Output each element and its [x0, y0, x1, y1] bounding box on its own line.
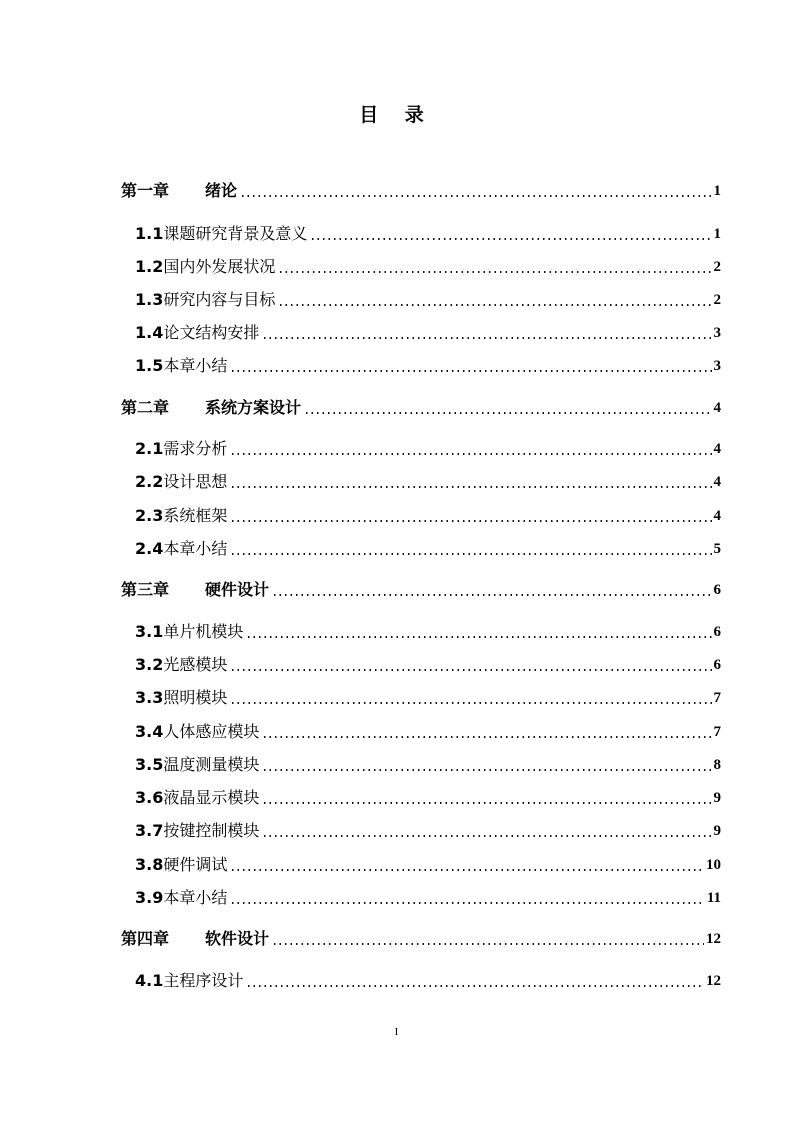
- toc-section-entry[interactable]: [135, 968, 721, 992]
- toc-section-entry[interactable]: [135, 287, 721, 311]
- toc-section-entry[interactable]: [135, 652, 721, 676]
- toc-entry-label: [135, 355, 227, 377]
- toc-entry-number: 4.1: [135, 971, 164, 990]
- toc-entry-label: [135, 654, 227, 676]
- toc-entry-label: [135, 887, 227, 909]
- toc-entry-number: 2.3: [135, 506, 164, 525]
- toc-entry-title: 需求分析: [163, 439, 228, 458]
- toc-page-number: 3: [713, 358, 721, 374]
- toc-entry-label: [135, 970, 243, 992]
- toc-entry-label: [121, 928, 269, 950]
- toc-section-entry[interactable]: [135, 436, 721, 460]
- toc-entry-number: 第三章: [121, 580, 170, 599]
- dot-leader: [262, 322, 711, 344]
- toc-entry-title: 系统框架: [163, 506, 228, 525]
- toc-entry-title: 单片机模块: [163, 622, 244, 641]
- dot-leader: [230, 687, 711, 709]
- toc-page-number: 10: [706, 857, 721, 873]
- toc-entry-label: [135, 854, 227, 876]
- dot-leader: [272, 579, 711, 601]
- toc-entry-number: 3.7: [135, 821, 164, 840]
- toc-page-number: 4: [713, 474, 721, 490]
- toc-entry-title: 本章小结: [163, 356, 228, 375]
- toc-section-entry[interactable]: [135, 685, 721, 709]
- dot-leader: [230, 355, 711, 377]
- toc-entry-label: [135, 787, 259, 809]
- toc-section-entry[interactable]: [135, 469, 721, 493]
- dot-leader: [230, 654, 711, 676]
- toc-entry-number: 1.2: [135, 257, 164, 276]
- toc-section-entry[interactable]: [135, 503, 721, 527]
- toc-entry-title: 主程序设计: [163, 971, 244, 990]
- toc-entry-title: 研究内容与目标: [163, 290, 276, 309]
- toc-entry-number: 3.5: [135, 755, 164, 774]
- toc-entry-label: [135, 438, 227, 460]
- toc-entry-number: 1.1: [135, 224, 164, 243]
- toc-page-number: 1: [713, 183, 721, 199]
- toc-entry-title: 设计思想: [163, 472, 228, 491]
- toc-section-entry[interactable]: [135, 752, 721, 776]
- toc-section-entry[interactable]: [135, 320, 721, 344]
- toc-entry-title: 照明模块: [163, 688, 228, 707]
- toc-section-entry[interactable]: [135, 785, 721, 809]
- toc-section-entry[interactable]: [135, 719, 721, 743]
- toc-entry-label: [135, 754, 259, 776]
- toc-chapter-entry[interactable]: [121, 926, 721, 950]
- dot-leader: [246, 970, 704, 992]
- dot-leader: [230, 887, 704, 909]
- toc-entry-label: [135, 322, 259, 344]
- toc-entry-label: [135, 256, 275, 278]
- toc-chapter-entry[interactable]: [121, 577, 721, 601]
- toc-section-entry[interactable]: [135, 885, 721, 909]
- toc-page-number: 9: [713, 823, 721, 839]
- toc-entry-title: 本章小结: [163, 539, 228, 558]
- toc-page-number: 11: [706, 890, 721, 906]
- toc-page-number: 5: [713, 541, 721, 557]
- dot-leader: [262, 787, 711, 809]
- toc-entry-title: 本章小结: [163, 888, 228, 907]
- toc-entry-number: 2.4: [135, 539, 164, 558]
- dot-leader: [272, 928, 704, 950]
- toc-page-number: 6: [713, 657, 721, 673]
- toc-section-entry[interactable]: [135, 353, 721, 377]
- toc-entry-label: [121, 180, 237, 202]
- toc-entry-title: 论文结构安排: [163, 323, 260, 342]
- toc-entry-title: 人体感应模块: [163, 722, 260, 741]
- toc-entry-title: 液晶显示模块: [163, 788, 260, 807]
- toc-entry-title: 软件设计: [205, 929, 270, 948]
- toc-entry-title: 按键控制模块: [163, 821, 260, 840]
- toc-page-number: 2: [713, 292, 721, 308]
- toc-entry-title: 硬件设计: [205, 580, 270, 599]
- toc-page-number: 4: [713, 400, 721, 416]
- toc-section-entry[interactable]: [135, 536, 721, 560]
- toc-entry-label: [135, 289, 275, 311]
- toc-entry-number: 3.2: [135, 655, 164, 674]
- toc-entry-number: 3.1: [135, 622, 164, 641]
- toc-entry-label: [135, 621, 243, 643]
- toc-entry-label: [121, 397, 301, 419]
- toc-entry-title: 课题研究背景及意义: [163, 224, 308, 243]
- toc-entry-number: 1.4: [135, 323, 164, 342]
- toc-chapter-entry[interactable]: [121, 178, 721, 202]
- toc-entry-number: 3.8: [135, 855, 164, 874]
- toc-page-number: 4: [713, 441, 721, 457]
- toc-page-number: 12: [706, 973, 721, 989]
- toc-section-entry[interactable]: [135, 619, 721, 643]
- dot-leader: [230, 538, 711, 560]
- toc-entry-title: 绪论: [205, 181, 238, 200]
- toc-page-number: 1: [713, 226, 721, 242]
- toc-page-number: 7: [713, 724, 721, 740]
- dot-leader: [262, 820, 711, 842]
- toc-entry-number: 3.4: [135, 722, 164, 741]
- toc-section-entry[interactable]: [135, 852, 721, 876]
- toc-entry-number: 第一章: [121, 181, 170, 200]
- toc-entry-number: 1.5: [135, 356, 164, 375]
- toc-page-number: 7: [713, 690, 721, 706]
- toc-section-entry[interactable]: [135, 818, 721, 842]
- toc-page-number: 6: [713, 624, 721, 640]
- dot-leader: [240, 180, 711, 202]
- dot-leader: [262, 721, 711, 743]
- toc-page-number: 3: [713, 325, 721, 341]
- toc-entry-number: 第二章: [121, 398, 170, 417]
- toc-entry-label: [135, 687, 227, 709]
- toc-chapter-entry[interactable]: [121, 395, 721, 419]
- page-footer-number: I: [394, 1026, 399, 1038]
- toc-page-number: 8: [713, 757, 721, 773]
- toc-page-number: 4: [713, 508, 721, 524]
- toc-entry-title: 硬件调试: [163, 855, 228, 874]
- toc-entry-label: [135, 538, 227, 560]
- dot-leader: [230, 854, 704, 876]
- toc-section-entry[interactable]: [135, 254, 721, 278]
- toc-entry-label: [135, 471, 227, 493]
- toc-title: 目 录: [359, 104, 434, 126]
- toc-page-number: 6: [713, 582, 721, 598]
- toc-entry-number: 1.3: [135, 290, 164, 309]
- toc-entry-title: 系统方案设计: [205, 398, 302, 417]
- toc-entry-title: 国内外发展状况: [163, 257, 276, 276]
- toc-entry-number: 2.2: [135, 472, 164, 491]
- dot-leader: [230, 471, 711, 493]
- toc-page-number: 9: [713, 790, 721, 806]
- toc-entry-label: [135, 820, 259, 842]
- dot-leader: [246, 621, 711, 643]
- toc-entry-label: [135, 721, 259, 743]
- toc-entry-number: 3.3: [135, 688, 164, 707]
- dot-leader: [310, 223, 711, 245]
- toc-entry-number: 第四章: [121, 929, 170, 948]
- toc-page-number: 2: [713, 259, 721, 275]
- dot-leader: [278, 289, 711, 311]
- dot-leader: [304, 397, 711, 419]
- toc-entry-label: [135, 505, 227, 527]
- toc-entry-number: 3.6: [135, 788, 164, 807]
- toc-entry-label: [135, 223, 307, 245]
- toc-entry-number: 3.9: [135, 888, 164, 907]
- dot-leader: [262, 754, 711, 776]
- toc-section-entry[interactable]: [135, 221, 721, 245]
- toc-entry-label: [121, 579, 269, 601]
- toc-entry-number: 2.1: [135, 439, 164, 458]
- dot-leader: [230, 505, 711, 527]
- toc-entry-title: 光感模块: [163, 655, 228, 674]
- dot-leader: [230, 438, 711, 460]
- toc-entry-title: 温度测量模块: [163, 755, 260, 774]
- toc-page-number: 12: [706, 931, 721, 947]
- dot-leader: [278, 256, 711, 278]
